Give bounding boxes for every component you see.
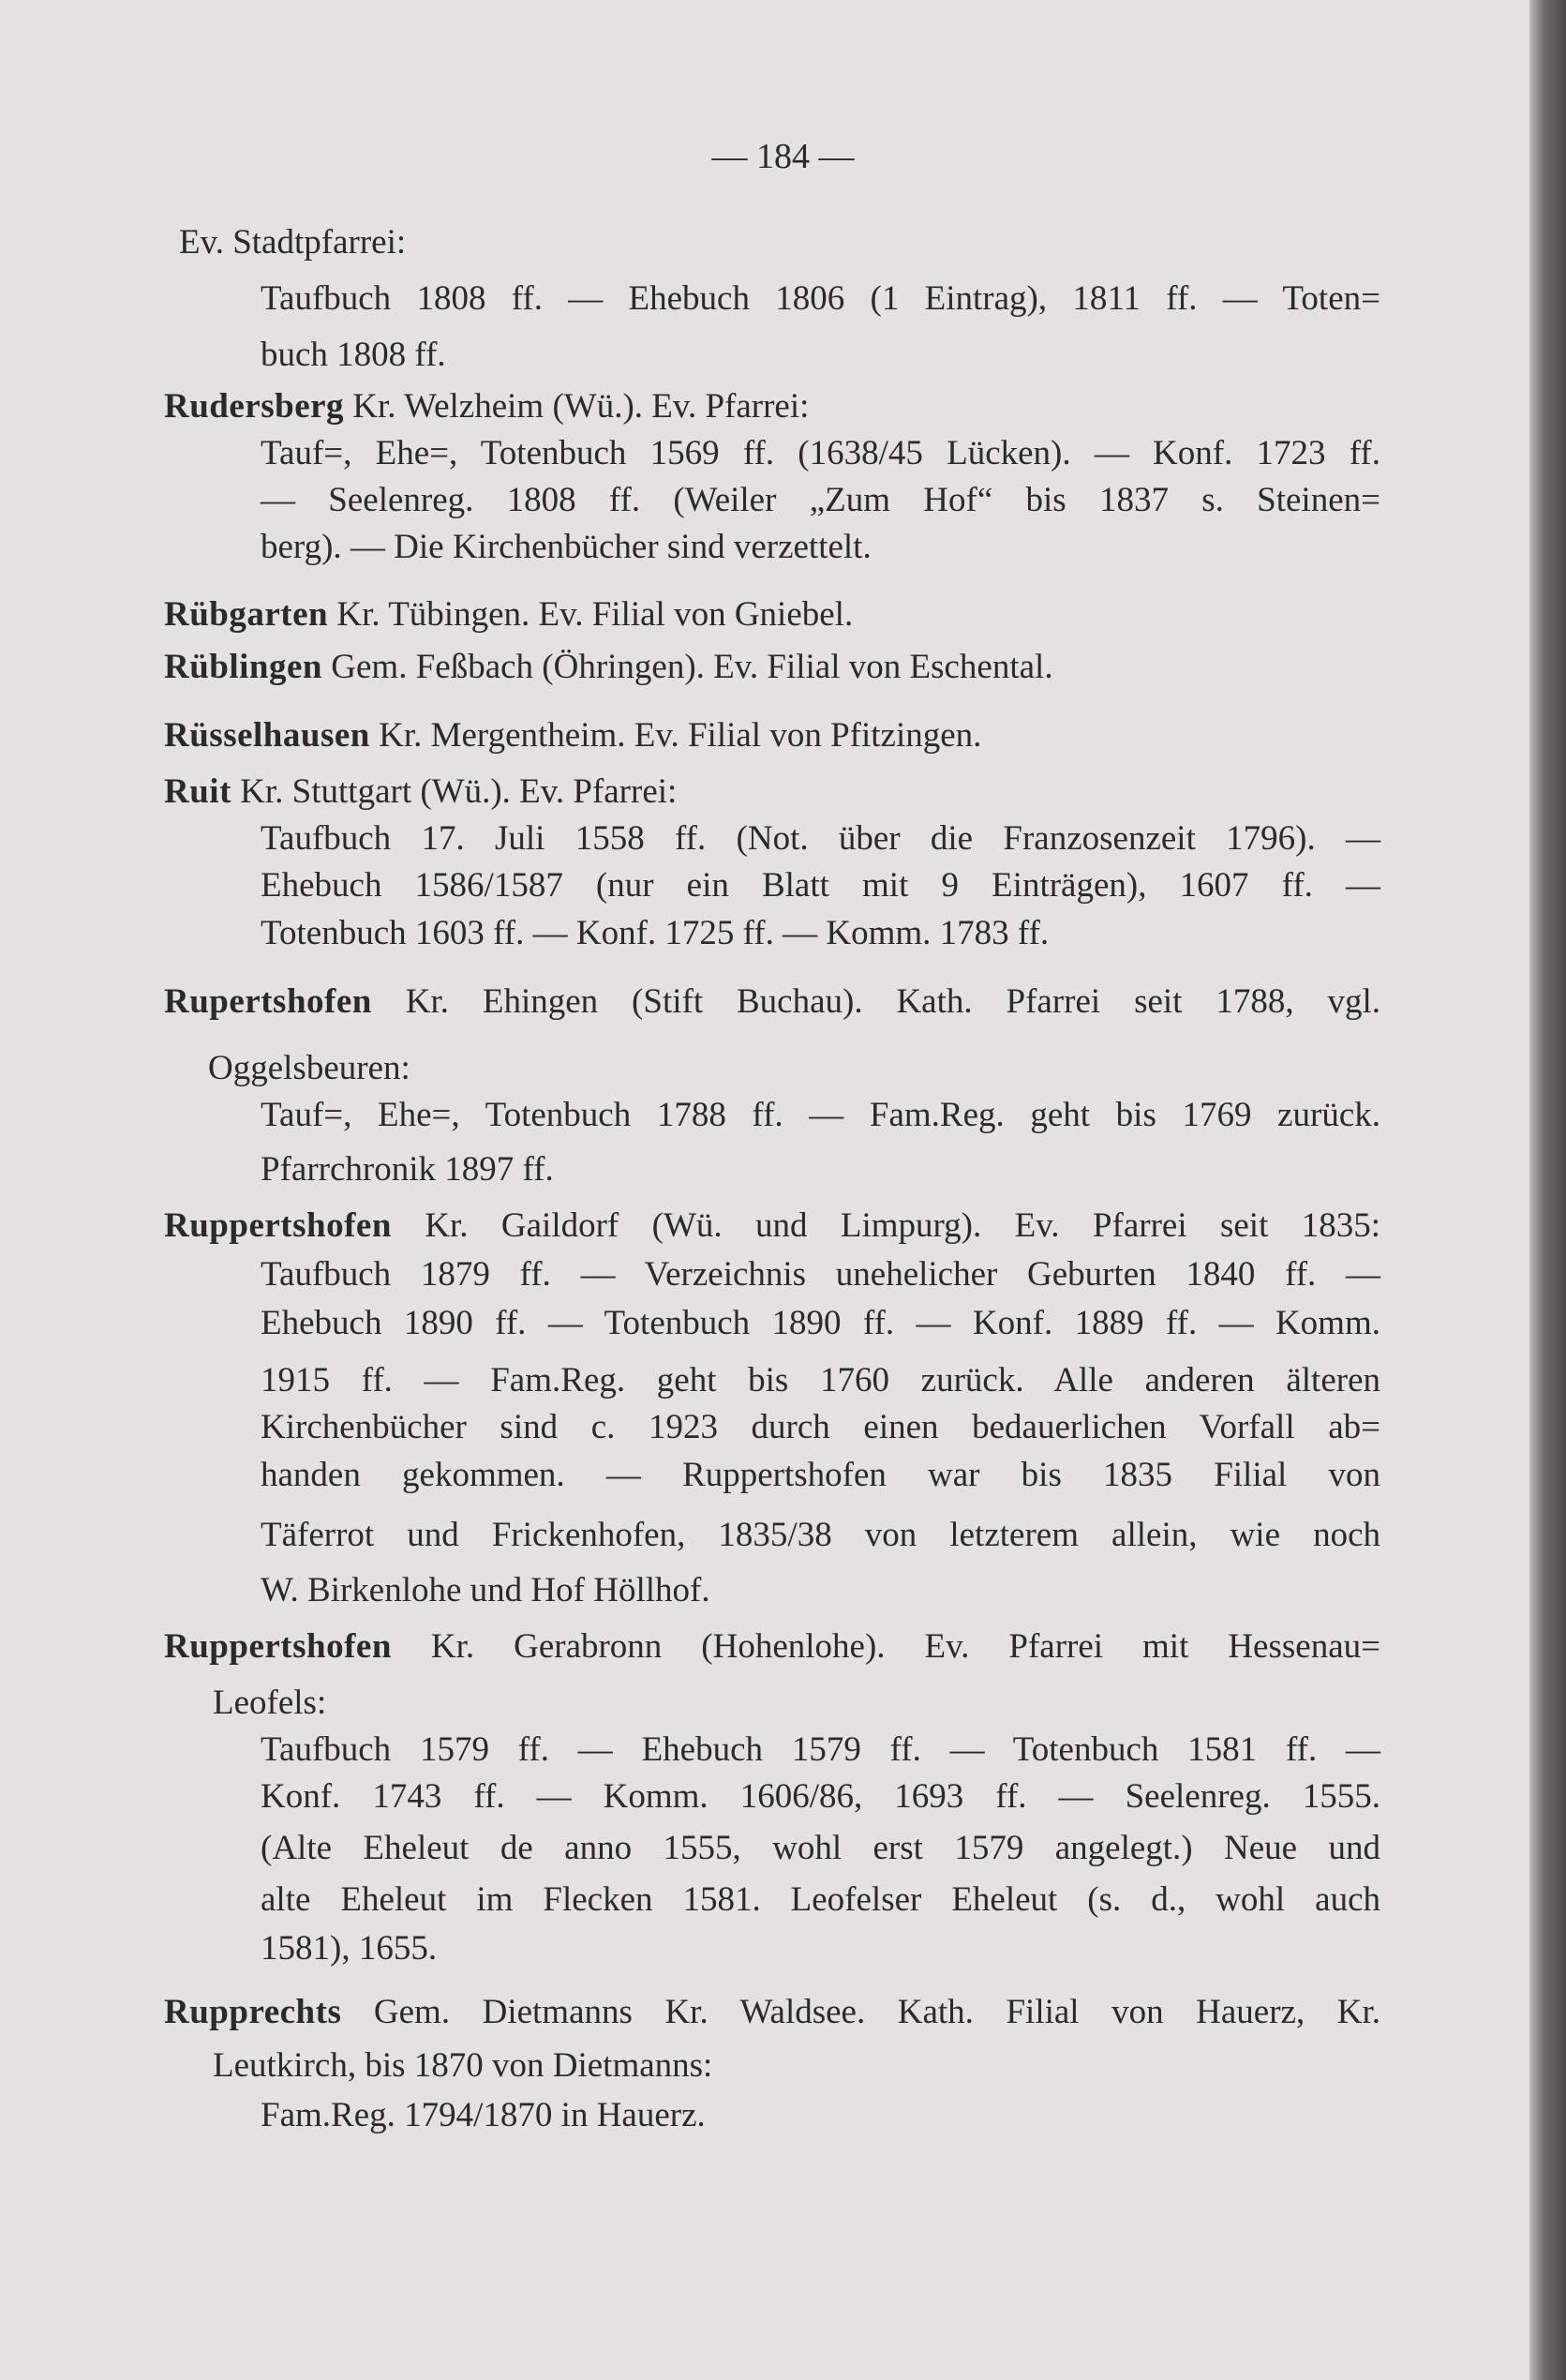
place-name: Rüsselhausen xyxy=(164,716,370,755)
line-text: buch 1808 ff. xyxy=(261,336,446,374)
line-text: Kr. Gerabronn (Hohenlohe). Ev. Pfarrei mit Hessenau= xyxy=(391,1627,1380,1666)
entry-heading-line xyxy=(164,1205,1380,1248)
place-name: Rupprechts xyxy=(164,1993,342,2031)
place-name: Ruppertshofen xyxy=(164,1627,392,1666)
text-line xyxy=(261,864,1380,907)
entry-heading-line xyxy=(164,714,981,757)
text-line xyxy=(261,1253,1380,1296)
entry-heading-line xyxy=(164,1991,1380,2034)
line-text: — Seelenreg. 1808 ff. (Weiler „Zum Hof“ bis 1837 s. Steinen= xyxy=(261,481,1380,519)
text-line xyxy=(261,2094,706,2137)
text-line xyxy=(261,912,1049,955)
line-text: Ehebuch 1890 ff. — Totenbuch 1890 ff. — Konf. 1889 ff. — Komm. xyxy=(261,1304,1380,1342)
place-name: Rüblingen xyxy=(164,648,323,686)
line-text: Täferrot und Frickenhofen, 1835/38 von letzterem allein, wie noch xyxy=(261,1516,1380,1554)
place-name: Rupertshofen xyxy=(164,982,372,1021)
line-text: Taufbuch 1579 ff. — Ehebuch 1579 ff. — Totenbuch 1581 ff. — xyxy=(261,1730,1380,1769)
text-line xyxy=(261,1454,1380,1497)
line-text: (Alte Eheleut de anno 1555, wohl erst 1579 angelegt.) Neue und xyxy=(261,1829,1380,1867)
page-number: — 184 — xyxy=(711,137,855,176)
line-text: Kr. Stuttgart (Wü.). Ev. Pfarrei: xyxy=(231,772,678,811)
text-line xyxy=(261,1514,1380,1557)
line-text: 1915 ff. — Fam.Reg. geht bis 1760 zurück. Alle anderen älteren xyxy=(261,1361,1380,1400)
text-line xyxy=(261,1729,1380,1772)
line-text: Totenbuch 1603 ff. — Konf. 1725 ff. — Komm. 1783 ff. xyxy=(261,914,1050,952)
text-line xyxy=(261,1775,1380,1819)
line-text: Gem. Dietmanns Kr. Waldsee. Kath. Filial von Hauerz, Kr. xyxy=(341,1993,1380,2031)
entry-heading-line xyxy=(164,1625,1380,1669)
text-line xyxy=(261,526,872,569)
text-line xyxy=(261,1927,437,1970)
text-line xyxy=(261,432,1380,475)
line-text: Leutkirch, bis 1870 von Dietmanns: xyxy=(213,2046,713,2085)
line-text: alte Eheleut im Flecken 1581. Leofelser Eheleut (s. d., wohl auch xyxy=(261,1880,1380,1919)
entry-heading-line xyxy=(164,593,853,636)
line-text: Taufbuch 1808 ff. — Ehebuch 1806 (1 Eintrag), 1811 ff. — Toten= xyxy=(261,279,1380,318)
line-text: Kr. Tübingen. Ev. Filial von Gniebel. xyxy=(328,595,854,634)
text-line xyxy=(261,1827,1380,1870)
entry-heading-line xyxy=(164,385,809,428)
text-line xyxy=(213,1682,326,1725)
line-text: Ev. Stadtpfarrei: xyxy=(179,223,407,262)
entry-heading-line xyxy=(164,646,1053,689)
line-text: Kr. Ehingen (Stift Buchau). Kath. Pfarrei seit 1788, vgl. xyxy=(371,982,1380,1021)
text-line xyxy=(261,1094,1380,1137)
text-line xyxy=(261,479,1380,522)
line-text: Oggelsbeuren: xyxy=(208,1049,410,1087)
place-name: Ruit xyxy=(164,772,231,811)
line-text: Leofels: xyxy=(213,1684,327,1722)
place-name: Rübgarten xyxy=(164,595,329,634)
entry-heading-line xyxy=(164,771,677,814)
line-text: berg). — Die Kirchenbücher sind verzettelt. xyxy=(261,528,872,566)
text-line xyxy=(261,1302,1380,1345)
line-text: Fam.Reg. 1794/1870 in Hauerz. xyxy=(261,2096,706,2134)
line-text: Kr. Mergentheim. Ev. Filial von Pfitzingen. xyxy=(369,716,982,755)
line-text: Ehebuch 1586/1587 (nur ein Blatt mit 9 Einträgen), 1607 ff. — xyxy=(261,866,1380,905)
line-text: Kr. Gaildorf (Wü. und Limpurg). Ev. Pfarrei seit 1835: xyxy=(391,1206,1380,1245)
line-text: 1581), 1655. xyxy=(261,1929,438,1968)
text-line xyxy=(179,221,406,264)
line-text: Kr. Welzheim (Wü.). Ev. Pfarrei: xyxy=(344,387,810,426)
text-line xyxy=(261,1406,1380,1449)
text-line xyxy=(261,1879,1380,1922)
entry-heading-line xyxy=(164,980,1380,1024)
text-line xyxy=(261,817,1380,861)
text-line xyxy=(261,1569,710,1612)
line-text: Taufbuch 17. Juli 1558 ff. (Not. über die Franzosenzeit 1796). — xyxy=(261,819,1380,858)
text-line xyxy=(261,334,446,377)
line-text: W. Birkenlohe und Hof Höllhof. xyxy=(261,1571,710,1609)
line-text: Pfarrchronik 1897 ff. xyxy=(261,1150,554,1189)
text-line xyxy=(261,1359,1380,1402)
line-text: Gem. Feßbach (Öhringen). Ev. Filial von Eschental. xyxy=(322,648,1053,686)
line-text: handen gekommen. — Ruppertshofen war bis 1835 Filial von xyxy=(261,1456,1380,1494)
text-line xyxy=(261,277,1380,321)
place-name: Rudersberg xyxy=(164,387,345,426)
line-text: Tauf=, Ehe=, Totenbuch 1569 ff. (1638/45 Lücken). — Konf. 1723 ff. xyxy=(261,434,1380,472)
text-line xyxy=(261,1148,554,1191)
line-text: Taufbuch 1879 ff. — Verzeichnis unehelicher Geburten 1840 ff. — xyxy=(261,1255,1380,1294)
line-text: Kirchenbücher sind c. 1923 durch einen bedauerlichen Vorfall ab= xyxy=(261,1408,1380,1446)
text-line xyxy=(208,1047,410,1090)
place-name: Ruppertshofen xyxy=(164,1206,392,1245)
text-line xyxy=(213,2044,712,2088)
page-edge-shadow xyxy=(1529,0,1566,2380)
line-text: Konf. 1743 ff. — Komm. 1606/86, 1693 ff. — Seelenreg. 1555. xyxy=(261,1777,1380,1816)
line-text: Tauf=, Ehe=, Totenbuch 1788 ff. — Fam.Reg. geht bis 1769 zurück. xyxy=(261,1096,1380,1134)
